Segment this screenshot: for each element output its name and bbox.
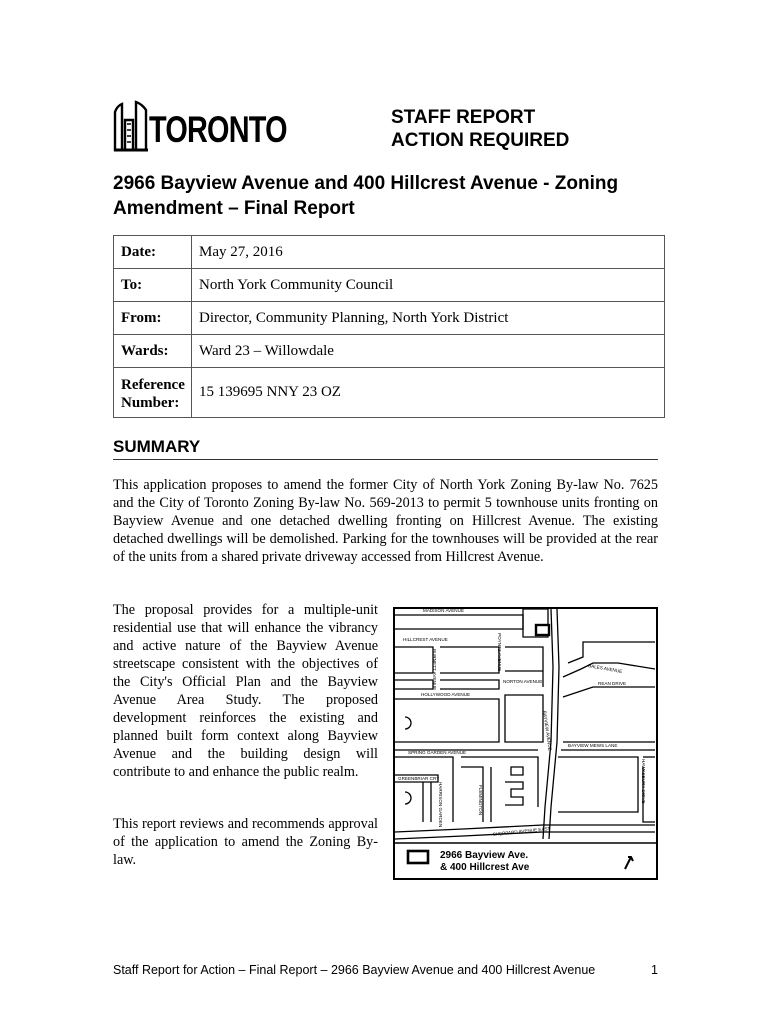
date-label: Date: xyxy=(114,236,192,269)
from-label: From: xyxy=(114,302,192,335)
city-hall-icon xyxy=(113,100,149,152)
report-type-heading xyxy=(391,106,569,152)
street-label-burnett: BURNETT AVENUE xyxy=(432,649,437,691)
footer-text: Staff Report for Action – Final Report – 2966 Bayview Avenue and 400 Hillcrest Avenue xyxy=(113,963,596,977)
reference-label-line1: Reference xyxy=(121,376,185,393)
summary-heading: SUMMARY xyxy=(113,436,658,460)
street-label-hawksbury: HAWKSBURY DRIVE xyxy=(641,759,646,804)
logo-wordmark: TORONTO xyxy=(149,109,287,150)
street-label-flemington: FLEMINGTON xyxy=(478,785,483,816)
location-map xyxy=(393,607,658,880)
reference-label-line2: Number: xyxy=(121,394,180,411)
legend-address-line2: & 400 Hillcrest Ave xyxy=(440,862,530,873)
table-row-date xyxy=(114,236,665,269)
subject-site-marker xyxy=(536,625,549,635)
street-label-sheppard: SHEPPARD AVENUE EAST xyxy=(492,825,551,837)
street-label-bayview: BAYVIEW AVENUE xyxy=(542,710,553,751)
from-value: Director, Community Planning, North York District xyxy=(192,302,665,335)
wards-value: Ward 23 – Willowdale xyxy=(192,335,665,368)
summary-paragraph-3: This report reviews and recommends approval of the application to amend the Zoning By-law. xyxy=(113,816,378,868)
reference-label xyxy=(114,368,192,418)
legend-address-line1: 2966 Bayview Ave. xyxy=(440,850,529,861)
table-row-to xyxy=(114,269,665,302)
street-label-hillcrest: HILLCREST AVENUE xyxy=(403,637,448,642)
location-map-drawing xyxy=(393,607,658,880)
table-row-reference xyxy=(114,368,665,418)
street-label-harrison-garden: HARRISON GARDEN xyxy=(438,782,443,828)
report-type-line2: ACTION REQUIRED xyxy=(391,130,570,151)
street-label-greenbriar: GREENBRIAR CRT xyxy=(398,776,440,781)
reference-value: 15 139695 NNY 23 OZ xyxy=(192,368,665,418)
to-value: North York Community Council xyxy=(192,269,665,302)
street-label-madison: MADISON AVENUE xyxy=(423,608,465,613)
street-label-spring-garden: SPRING GARDEN AVENUE xyxy=(408,750,467,755)
street-label-poyntz: POYNTZ AVENUE xyxy=(497,633,502,672)
table-row-from xyxy=(114,302,665,335)
street-label-bales: BALES AVENUE xyxy=(587,663,623,674)
summary-paragraph-2: The proposal provides for a multiple-unit residential use that will enhance the vibrancy and active nature of the Bayview Avenue streetscape consistent with the objectives of the City's Official Plan and the Bayview Avenue Area Study. The proposed development reinforces the existing and planned built form context along Bayview Avenue and the building design will contribute to and enhance the public realm. xyxy=(113,602,378,780)
street-label-hollywood: HOLLYWOOD AVENUE xyxy=(421,692,471,697)
document-title: 2966 Bayview Avenue and 400 Hillcrest Avenue - Zoning Amendment – Final Report xyxy=(113,173,619,219)
wards-label: Wards: xyxy=(114,335,192,368)
legend-site-symbol xyxy=(408,851,428,863)
report-type-line1: STAFF REPORT xyxy=(391,107,536,128)
toronto-logo xyxy=(113,100,287,152)
date-value: May 27, 2016 xyxy=(192,236,665,269)
street-label-rean: REAN DRIVE xyxy=(598,681,627,686)
report-info-table xyxy=(113,235,665,418)
table-row-wards xyxy=(114,335,665,368)
summary-paragraph-1: This application proposes to amend the former City of North York Zoning By-law No. 7625 and the City of Toronto Zoning By-law No. 569-2013 to permit 5 townhouse units fronting on Bayview Avenue and one detached dwelling fronting on Hillcrest Avenue. The existing detached dwellings will be demolished. Parking for the townhouses will be provided at the rear of the units from a shared private driveway accessed from Hillcrest Avenue. xyxy=(113,477,658,565)
to-label: To: xyxy=(114,269,192,302)
page-number: 1 xyxy=(651,963,658,977)
street-label-norton: NORTON AVENUE xyxy=(503,679,543,684)
street-label-bayview-mews: BAYVIEW MEWS LANE xyxy=(568,743,618,748)
